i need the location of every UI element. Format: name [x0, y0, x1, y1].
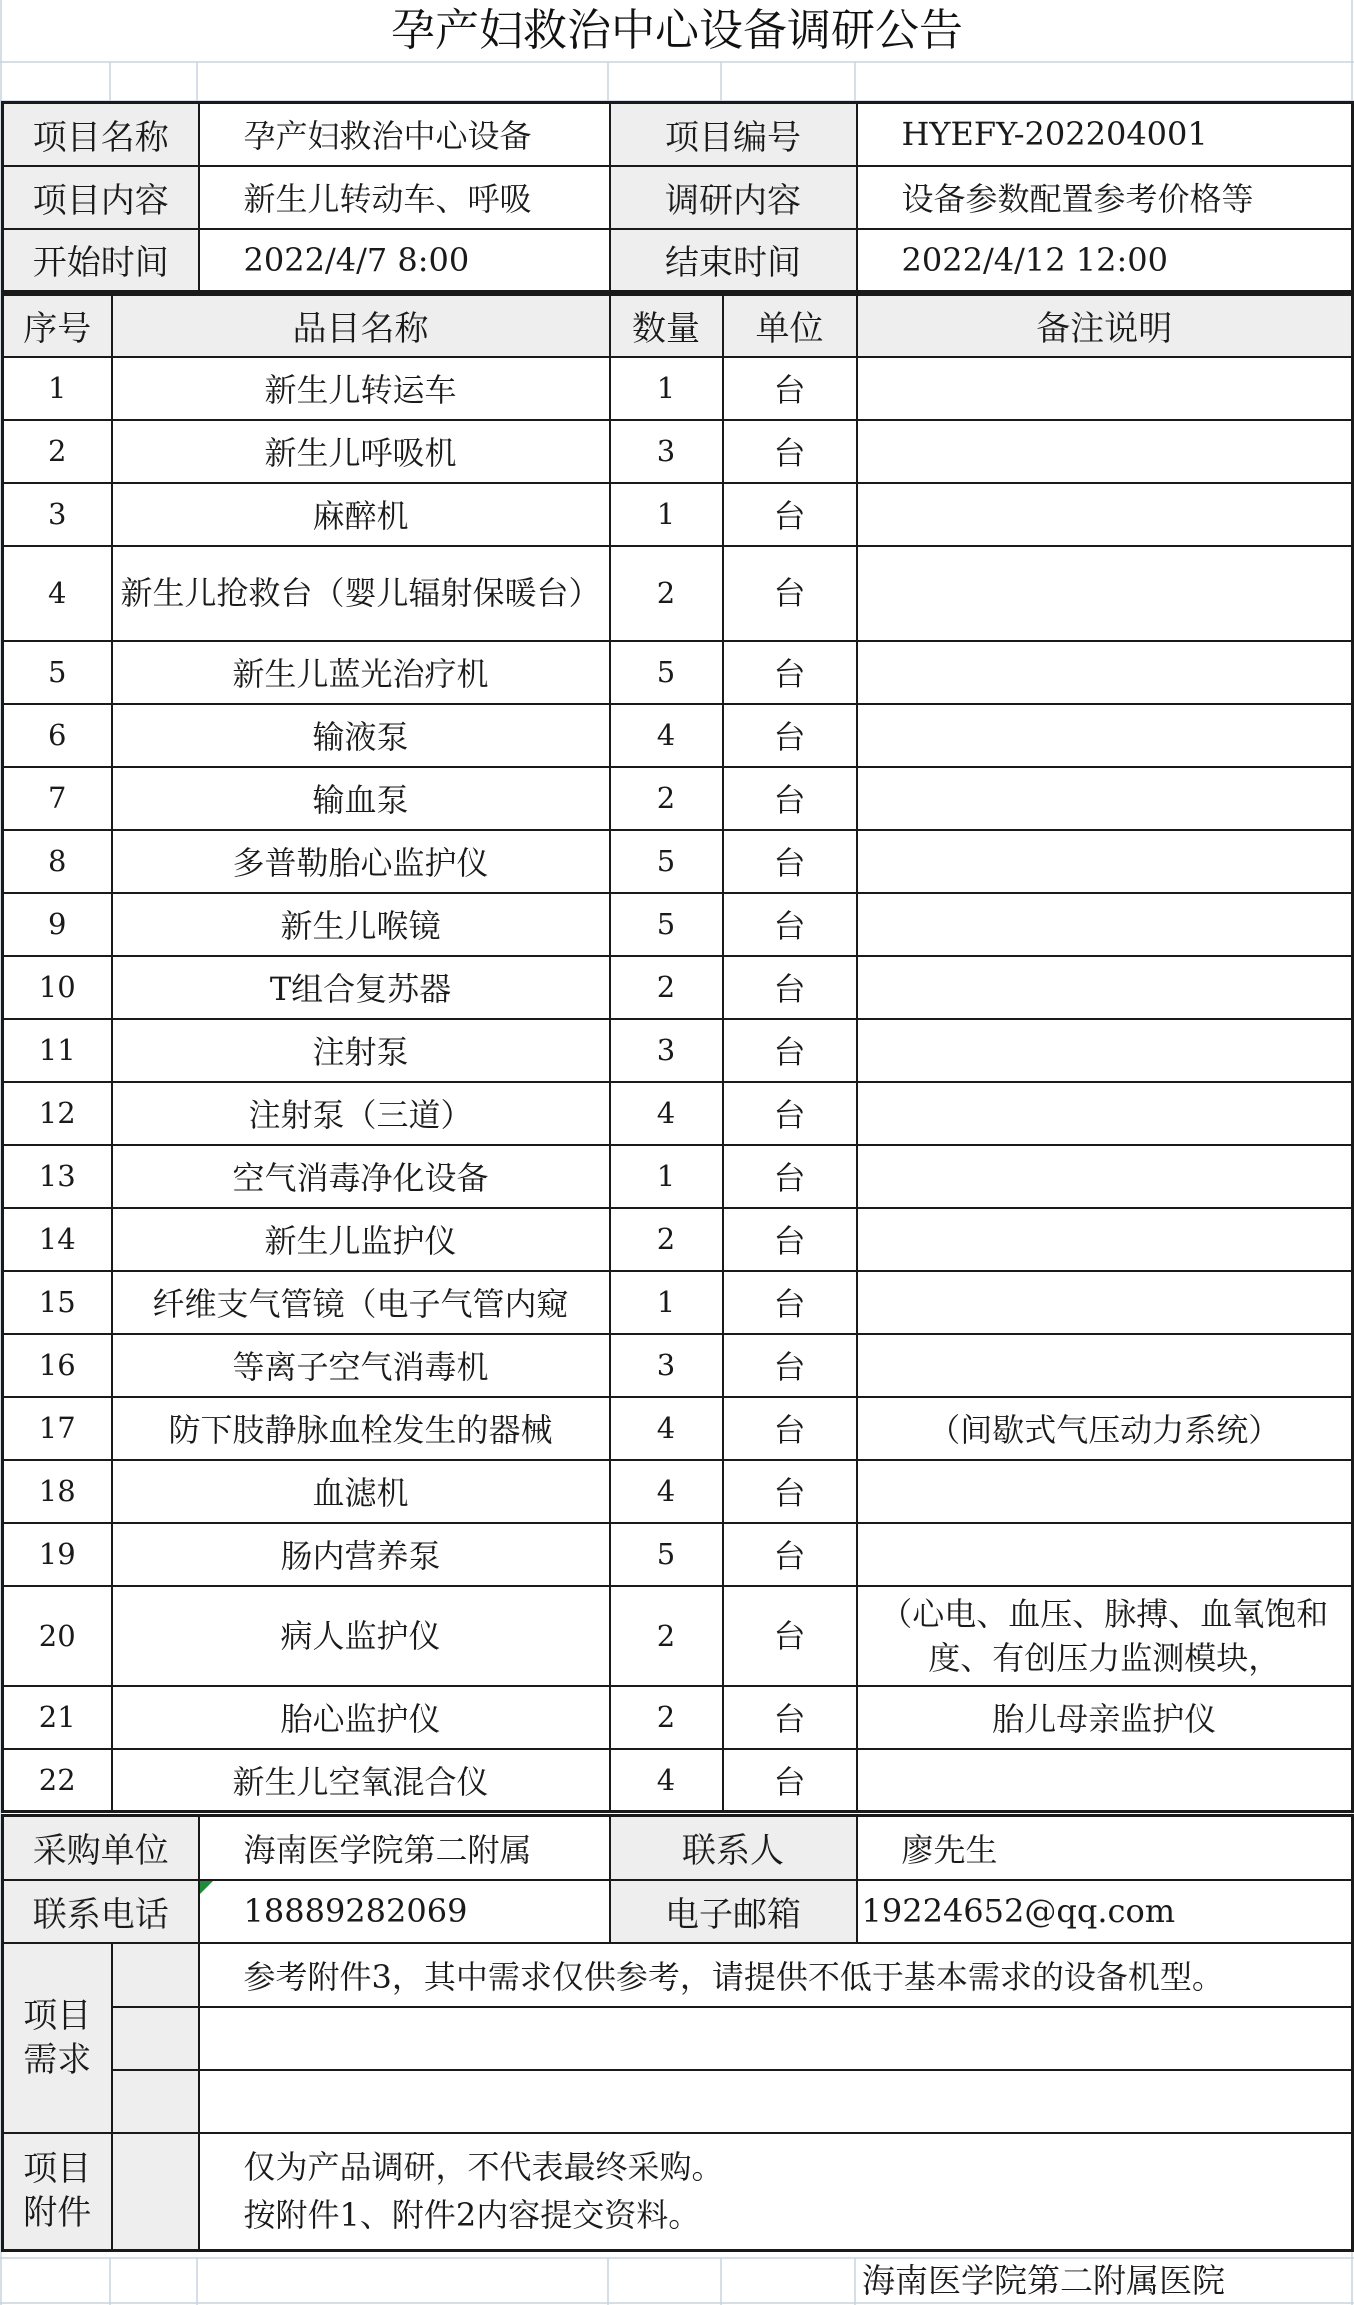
survey-content-label: 调研内容	[610, 166, 857, 229]
attachments-label	[3, 2133, 112, 2251]
row-item-name[interactable]: 等离子空气消毒机	[112, 1334, 610, 1397]
row-item-name[interactable]: 新生儿转运车	[112, 357, 610, 420]
attachments-text[interactable]	[199, 2133, 1353, 2251]
contact-person-value[interactable]: 廖先生	[857, 1816, 1353, 1880]
header-no: 序号	[3, 295, 112, 357]
row-no[interactable]: 16	[3, 1334, 112, 1397]
row-item-name[interactable]: 空气消毒净化设备	[112, 1145, 610, 1208]
requirements-empty-2[interactable]	[199, 2070, 1353, 2133]
row-no[interactable]: 22	[3, 1749, 112, 1812]
row-unit[interactable]: 台	[723, 767, 857, 830]
requirements-text[interactable]: 参考附件3，其中需求仅供参考，请提供不低于基本需求的设备机型。	[199, 1943, 1353, 2007]
row-note[interactable]	[857, 830, 1353, 893]
end-time-label: 结束时间	[610, 229, 857, 292]
row-qty[interactable]: 1	[610, 1145, 723, 1208]
row-unit[interactable]: 台	[723, 1082, 857, 1145]
row-unit[interactable]: 台	[723, 1334, 857, 1397]
email-label: 电子邮箱	[610, 1880, 857, 1943]
row-item-name[interactable]: 输液泵	[112, 704, 610, 767]
row-no[interactable]: 15	[3, 1271, 112, 1334]
row-no[interactable]: 21	[3, 1686, 112, 1749]
row-note[interactable]	[857, 893, 1353, 956]
table-row	[3, 1686, 1353, 1749]
project-name-label: 项目名称	[3, 103, 199, 166]
row-qty[interactable]: 2	[610, 1586, 723, 1686]
row-unit[interactable]: 台	[723, 1686, 857, 1749]
table-row	[3, 1749, 1353, 1812]
row-qty[interactable]: 4	[610, 1397, 723, 1460]
row-note[interactable]	[857, 1271, 1353, 1334]
row-note[interactable]	[857, 956, 1353, 1019]
buyer-label: 采购单位	[3, 1816, 199, 1880]
row-item-name[interactable]: 新生儿抢救台（婴儿辐射保暖台）	[112, 546, 610, 641]
row-item-name[interactable]: 输血泵	[112, 767, 610, 830]
start-time-value[interactable]: 2022/4/7 8:00	[199, 229, 610, 292]
requirements-spacer-1	[112, 1943, 199, 2007]
row-unit[interactable]: 台	[723, 546, 857, 641]
row-qty[interactable]: 1	[610, 357, 723, 420]
row-unit[interactable]: 台	[723, 357, 857, 420]
project-content-label: 项目内容	[3, 166, 199, 229]
row-qty[interactable]: 3	[610, 420, 723, 483]
row-unit[interactable]: 台	[723, 483, 857, 546]
row-unit[interactable]: 台	[723, 1271, 857, 1334]
row-unit[interactable]: 台	[723, 1397, 857, 1460]
row-qty[interactable]: 5	[610, 893, 723, 956]
survey-content-value[interactable]: 设备参数配置参考价格等	[857, 166, 1353, 229]
table-row	[3, 830, 1353, 893]
table-row	[3, 1145, 1353, 1208]
requirements-label	[3, 1943, 112, 2133]
header-qty: 数量	[610, 295, 723, 357]
row-no[interactable]: 20	[3, 1586, 112, 1686]
row-qty[interactable]: 2	[610, 956, 723, 1019]
table-row	[3, 420, 1353, 483]
row-no[interactable]: 4	[3, 546, 112, 641]
row-no[interactable]: 13	[3, 1145, 112, 1208]
row-no[interactable]: 5	[3, 641, 112, 704]
table-row	[3, 956, 1353, 1019]
row-qty[interactable]: 4	[610, 1082, 723, 1145]
row-unit[interactable]: 台	[723, 704, 857, 767]
row-note[interactable]	[857, 1334, 1353, 1397]
attachments-label-text: 项目附件	[23, 2149, 92, 2234]
row-note[interactable]	[857, 1460, 1353, 1523]
header-item-name: 品目名称	[112, 295, 610, 357]
row-no[interactable]: 19	[3, 1523, 112, 1586]
cell-marker-icon	[200, 1881, 213, 1894]
row-note[interactable]: 胎儿母亲监护仪	[857, 1686, 1353, 1749]
row-qty[interactable]: 2	[610, 1208, 723, 1271]
table-row	[3, 483, 1353, 546]
row-qty[interactable]: 4	[610, 704, 723, 767]
row-item-name[interactable]: 新生儿呼吸机	[112, 420, 610, 483]
requirements-spacer-3	[112, 2070, 199, 2133]
row-unit[interactable]: 台	[723, 956, 857, 1019]
header-unit: 单位	[723, 295, 857, 357]
row-unit[interactable]: 台	[723, 1145, 857, 1208]
row-qty[interactable]: 5	[610, 830, 723, 893]
row-unit[interactable]: 台	[723, 1460, 857, 1523]
project-name-value[interactable]: 孕产妇救治中心设备	[199, 103, 610, 166]
row-note[interactable]	[857, 1523, 1353, 1586]
project-code-label: 项目编号	[610, 103, 857, 166]
row-note[interactable]	[857, 1208, 1353, 1271]
attachments-line-2: 按附件1、附件2内容提交资料。	[243, 2196, 701, 2235]
row-item-name[interactable]: 血滤机	[112, 1460, 610, 1523]
row-item-name[interactable]: 肠内营养泵	[112, 1523, 610, 1586]
contact-table	[1, 1814, 1354, 2252]
row-note[interactable]	[857, 1145, 1353, 1208]
page-title: 孕产妇救治中心设备调研公告	[391, 5, 963, 56]
row-no[interactable]: 6	[3, 704, 112, 767]
row-note[interactable]	[857, 483, 1353, 546]
row-note[interactable]	[857, 704, 1353, 767]
row-item-name[interactable]: 新生儿喉镜	[112, 893, 610, 956]
table-row	[3, 641, 1353, 704]
row-unit[interactable]: 台	[723, 1749, 857, 1812]
table-row	[3, 1460, 1353, 1523]
row-qty[interactable]: 1	[610, 1271, 723, 1334]
row-no[interactable]: 2	[3, 420, 112, 483]
row-unit[interactable]: 台	[723, 1523, 857, 1586]
row-qty[interactable]: 4	[610, 1749, 723, 1812]
row-qty[interactable]: 5	[610, 641, 723, 704]
end-time-value[interactable]: 2022/4/12 12:00	[857, 229, 1353, 292]
row-item-name[interactable]: 胎心监护仪	[112, 1686, 610, 1749]
table-row	[3, 1334, 1353, 1397]
project-content-value[interactable]: 新生儿转动车、呼吸	[199, 166, 610, 229]
row-no[interactable]: 17	[3, 1397, 112, 1460]
row-qty[interactable]: 4	[610, 1460, 723, 1523]
table-row	[3, 1019, 1353, 1082]
header-note: 备注说明	[857, 295, 1353, 357]
row-qty[interactable]: 2	[610, 767, 723, 830]
table-row	[3, 704, 1353, 767]
info-table	[1, 101, 1354, 293]
row-note[interactable]	[857, 1019, 1353, 1082]
row-no[interactable]: 7	[3, 767, 112, 830]
table-row	[3, 1523, 1353, 1586]
row-note[interactable]: （心电、血压、脉搏、血氧饱和度、有创压力监测模块，	[857, 1586, 1353, 1686]
row-item-name[interactable]: T组合复苏器	[112, 956, 610, 1019]
row-item-name[interactable]: 注射泵	[112, 1019, 610, 1082]
row-item-name[interactable]: 病人监护仪	[112, 1586, 610, 1686]
buyer-value[interactable]: 海南医学院第二附属	[199, 1816, 610, 1880]
row-note[interactable]	[857, 641, 1353, 704]
phone-label: 联系电话	[3, 1880, 199, 1943]
row-note[interactable]	[857, 546, 1353, 641]
table-row	[3, 546, 1353, 641]
table-row	[3, 357, 1353, 420]
row-unit[interactable]: 台	[723, 1586, 857, 1686]
start-time-label: 开始时间	[3, 229, 199, 292]
row-qty[interactable]: 3	[610, 1019, 723, 1082]
row-item-name[interactable]: 防下肢静脉血栓发生的器械	[112, 1397, 610, 1460]
row-qty[interactable]: 5	[610, 1523, 723, 1586]
attachments-spacer	[112, 2133, 199, 2251]
row-item-name[interactable]: 注射泵（三道）	[112, 1082, 610, 1145]
row-no[interactable]: 1	[3, 357, 112, 420]
row-qty[interactable]: 3	[610, 1334, 723, 1397]
contact-person-label: 联系人	[610, 1816, 857, 1880]
table-row	[3, 1208, 1353, 1271]
row-note[interactable]	[857, 1082, 1353, 1145]
attachments-line-1: 仅为产品调研，不代表最终采购。	[243, 2148, 724, 2187]
row-item-name[interactable]: 新生儿蓝光治疗机	[112, 641, 610, 704]
table-row	[3, 767, 1353, 830]
row-item-name[interactable]: 多普勒胎心监护仪	[112, 830, 610, 893]
row-qty[interactable]: 2	[610, 1686, 723, 1749]
table-row	[3, 1397, 1353, 1460]
row-qty[interactable]: 2	[610, 546, 723, 641]
requirements-empty-1[interactable]	[199, 2007, 1353, 2070]
table-row	[3, 1082, 1353, 1145]
row-note[interactable]	[857, 357, 1353, 420]
items-table	[1, 293, 1354, 1813]
phone-text: 18889282069	[243, 1892, 468, 1930]
row-unit[interactable]: 台	[723, 641, 857, 704]
row-qty[interactable]: 1	[610, 483, 723, 546]
email-value[interactable]: 19224652@qq.com	[857, 1880, 1353, 1943]
row-no[interactable]: 14	[3, 1208, 112, 1271]
row-item-name[interactable]: 麻醉机	[112, 483, 610, 546]
row-no[interactable]: 12	[3, 1082, 112, 1145]
project-code-value[interactable]: HYEFY-202204001	[857, 103, 1353, 166]
row-no[interactable]: 9	[3, 893, 112, 956]
row-unit[interactable]: 台	[723, 893, 857, 956]
footer-signature: 海南医学院第二附属医院	[862, 2261, 1225, 2300]
table-row	[3, 1586, 1353, 1686]
row-item-name[interactable]: 新生儿空氧混合仪	[112, 1749, 610, 1812]
row-note[interactable]: （间歇式气压动力系统）	[857, 1397, 1353, 1460]
row-item-name[interactable]: 新生儿监护仪	[112, 1208, 610, 1271]
row-note[interactable]	[857, 420, 1353, 483]
row-note[interactable]	[857, 1749, 1353, 1812]
table-header-row	[3, 295, 1353, 357]
row-unit[interactable]: 台	[723, 1019, 857, 1082]
row-item-name[interactable]: 纤维支气管镜（电子气管内窥	[112, 1271, 610, 1334]
table-row	[3, 893, 1353, 956]
row-unit[interactable]: 台	[723, 830, 857, 893]
row-no[interactable]: 11	[3, 1019, 112, 1082]
row-unit[interactable]: 台	[723, 1208, 857, 1271]
requirements-label-text: 项目需求	[23, 1995, 92, 2080]
requirements-spacer-2	[112, 2007, 199, 2070]
phone-value[interactable]	[199, 1880, 610, 1943]
row-no[interactable]: 3	[3, 483, 112, 546]
row-no[interactable]: 10	[3, 956, 112, 1019]
row-note[interactable]	[857, 767, 1353, 830]
table-row	[3, 1271, 1353, 1334]
row-no[interactable]: 8	[3, 830, 112, 893]
row-unit[interactable]: 台	[723, 420, 857, 483]
row-no[interactable]: 18	[3, 1460, 112, 1523]
